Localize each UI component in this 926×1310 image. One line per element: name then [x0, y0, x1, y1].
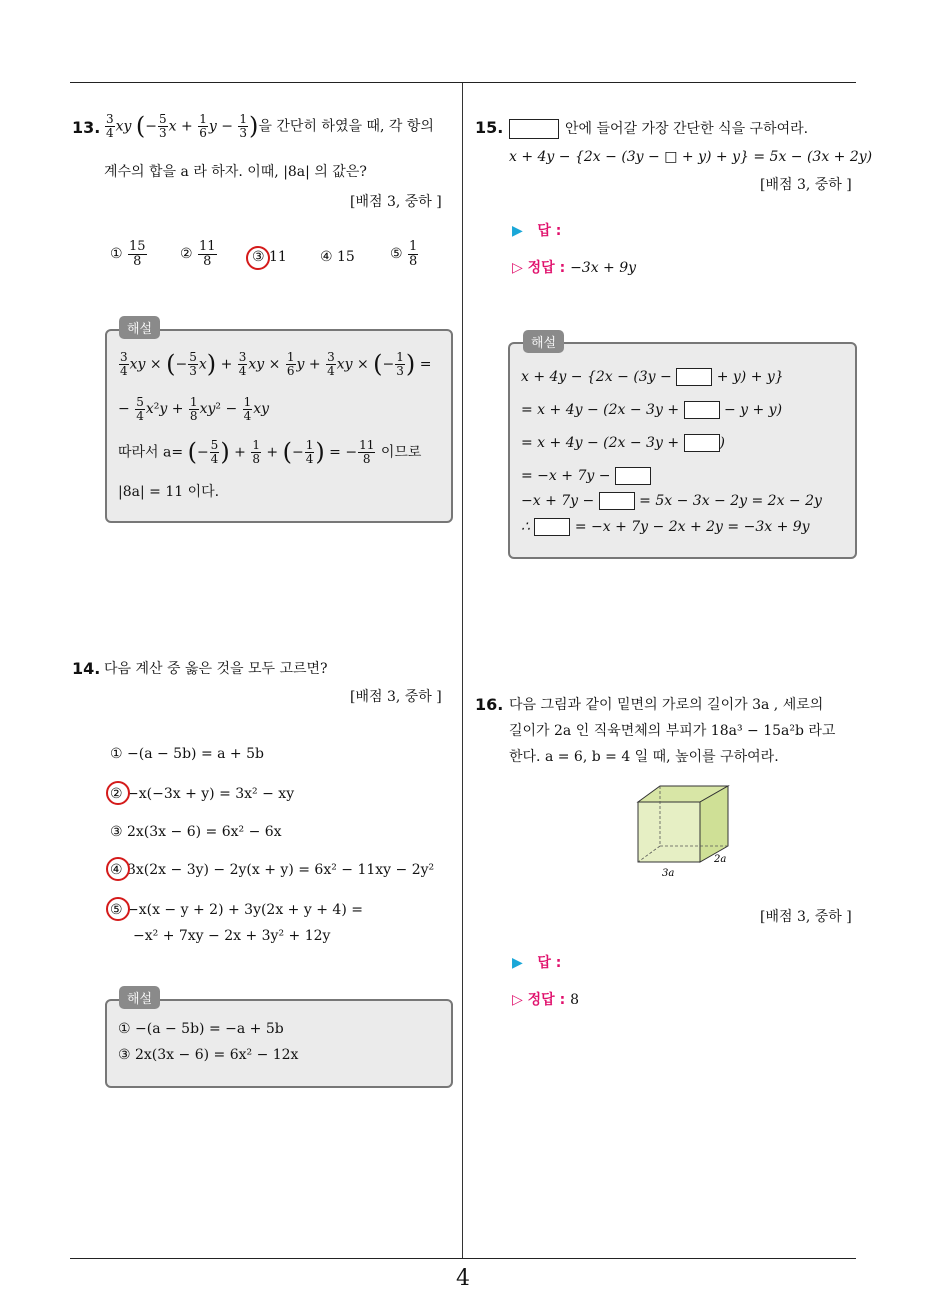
q13-expression: $\frac{3}{4}$ xy (− $\frac{5}{3}$ x + $\frac{1}{6}$ y − $\frac{1}{3}$ )을 간단히 하였을 때, 각 항의	[106, 112, 434, 140]
q16-number: 16.	[475, 695, 504, 714]
q13-solution-line3: 따라서 a= (− $\frac{5}{4}$ ) + $\frac{1}{8}$ + (− $\frac{1}{4}$ ) = − $\frac{11}{8}$ 이므로	[118, 438, 422, 466]
q14-option-2-circle	[106, 781, 130, 805]
q14-meta: [배점 3, 중하 ]	[350, 689, 442, 705]
triangle-icon: ▶	[512, 223, 523, 239]
q13-meta: [배점 3, 중하 ]	[350, 194, 442, 210]
q13-solution-line1: $\frac{3}{4}$ xy × (− $\frac{5}{3}$ x) + $\frac{3}{4}$ xy × $\frac{1}{6}$ y + $\frac{3}{4}$ xy × (− $\frac{1}{3}$ ) =	[120, 350, 432, 378]
q13-solution-line2: − $\frac{5}{4}$ x²y + $\frac{1}{8}$ xy² − $\frac{1}{4}$ xy	[118, 395, 270, 423]
q15-solution-line5: −x + 7y − = 5x − 3x − 2y = 2x − 2y	[521, 493, 822, 509]
fig-label-depth: 2a	[714, 854, 727, 865]
q16-correct-line	[512, 989, 579, 1009]
q13-option-1[interactable]: ① $\frac{15}{8}$	[110, 239, 146, 269]
q15-stem-blank	[509, 119, 559, 139]
q16-answer-line	[512, 952, 561, 972]
q15-solution-line2: = x + 4y − (2x − 3y + − y + y)	[521, 402, 783, 418]
q14-solution-box	[105, 999, 453, 1088]
q15-correct-label: 정답 :	[527, 260, 566, 276]
page-number: 4	[456, 1266, 470, 1291]
q14-solution-badge: 해설	[119, 986, 160, 1009]
q14-solution-line1: ① −(a − 5b) = −a + 5b	[118, 1021, 284, 1037]
q15-solution-line4: = −x + 7y −	[521, 467, 651, 485]
q16-stem-line2: 길이가 2a 인 직육면체의 부피가 18a³ − 15a²b 라고	[509, 723, 836, 739]
q13-number: 13.	[72, 118, 101, 137]
q13-option-2[interactable]: ② $\frac{11}{8}$	[180, 239, 216, 269]
q13-stem-mid: 을 간단히 하였을 때, 각 항의	[258, 118, 434, 135]
column-divider	[462, 83, 463, 1259]
q13-option-5[interactable]: ⑤ $\frac{1}{8}$	[390, 239, 418, 269]
q16-stem-line1: 다음 그림과 같이 밑면의 가로의 길이가 3a , 세로의	[509, 697, 824, 713]
q14-option-2[interactable]: ② −x(−3x + y) = 3x² − xy	[110, 786, 295, 802]
q15-blank	[684, 434, 720, 452]
q14-number: 14.	[72, 659, 101, 678]
cuboid-figure	[628, 780, 738, 880]
q14-option-3[interactable]: ③ 2x(3x − 6) = 6x² − 6x	[110, 824, 282, 840]
q15-solution-badge: 해설	[523, 330, 564, 353]
q15-equation: x + 4y − {2x − (3y − □ + y) + y} = 5x − (3x + 2y)	[509, 149, 873, 165]
q15-solution-line6: ∴ = −x + 7y − 2x + 2y = −3x + 9y	[521, 519, 810, 535]
q16-stem-line3: 한다. a = 6, b = 4 일 때, 높이를 구하여라.	[509, 749, 779, 765]
q15-correct-line	[512, 257, 636, 277]
q15-number: 15.	[475, 118, 504, 137]
outline-triangle-icon: ▷	[512, 260, 523, 276]
q15-solution-line3: = x + 4y − (2x − 3y + )	[521, 435, 725, 451]
q16-correct-value: 8	[570, 992, 579, 1008]
q15-correct-value: −3x + 9y	[570, 260, 637, 276]
bottom-rule	[70, 1258, 856, 1259]
q16-meta: [배점 3, 중하 ]	[760, 909, 852, 925]
q13-solution-line4: |8a| = 11 이다.	[118, 484, 220, 500]
q14-option-5-circle	[106, 897, 130, 921]
q15-blank	[684, 401, 720, 419]
q15-meta: [배점 3, 중하 ]	[760, 177, 852, 193]
q16-answer-label: 답 :	[537, 955, 562, 971]
q13-option-3[interactable]: ③ 11	[252, 249, 287, 265]
q13-selected-circle	[246, 246, 270, 270]
outline-triangle-icon: ▷	[512, 992, 523, 1008]
q15-blank	[534, 518, 570, 536]
q15-blank	[599, 492, 635, 510]
q14-stem: 다음 계산 중 옳은 것을 모두 고르면?	[104, 661, 328, 677]
q15-blank	[676, 368, 712, 386]
q13-stem-line2: 계수의 합을 a 라 하자. 이때, |8a| 의 값은?	[104, 164, 367, 180]
q14-option-4-circle	[106, 857, 130, 881]
q15-blank	[615, 467, 651, 485]
q15-answer-label: 답 :	[537, 223, 562, 239]
q14-option-5-line2: −x² + 7xy − 2x + 3y² + 12y	[133, 928, 331, 944]
top-rule	[70, 82, 856, 83]
triangle-icon: ▶	[512, 955, 523, 971]
q14-option-5[interactable]: ⑤ −x(x − y + 2) + 3y(2x + y + 4) =	[110, 902, 363, 918]
q14-option-1[interactable]: ① −(a − 5b) = a + 5b	[110, 746, 264, 762]
fig-label-width: 3a	[662, 868, 675, 879]
q15-stem: 안에 들어갈 가장 간단한 식을 구하여라.	[565, 121, 809, 137]
q13-solution-badge: 해설	[119, 316, 160, 339]
q14-solution-line2: ③ 2x(3x − 6) = 6x² − 12x	[118, 1047, 299, 1063]
q13-option-4[interactable]: ④ 15	[320, 249, 355, 265]
q15-answer-line	[512, 220, 561, 240]
q14-option-4[interactable]: ④ 3x(2x − 3y) − 2y(x + y) = 6x² − 11xy − 2y²	[110, 862, 435, 878]
q15-solution-line1: x + 4y − {2x − (3y − + y) + y}	[521, 369, 784, 385]
q16-correct-label: 정답 :	[527, 992, 566, 1008]
